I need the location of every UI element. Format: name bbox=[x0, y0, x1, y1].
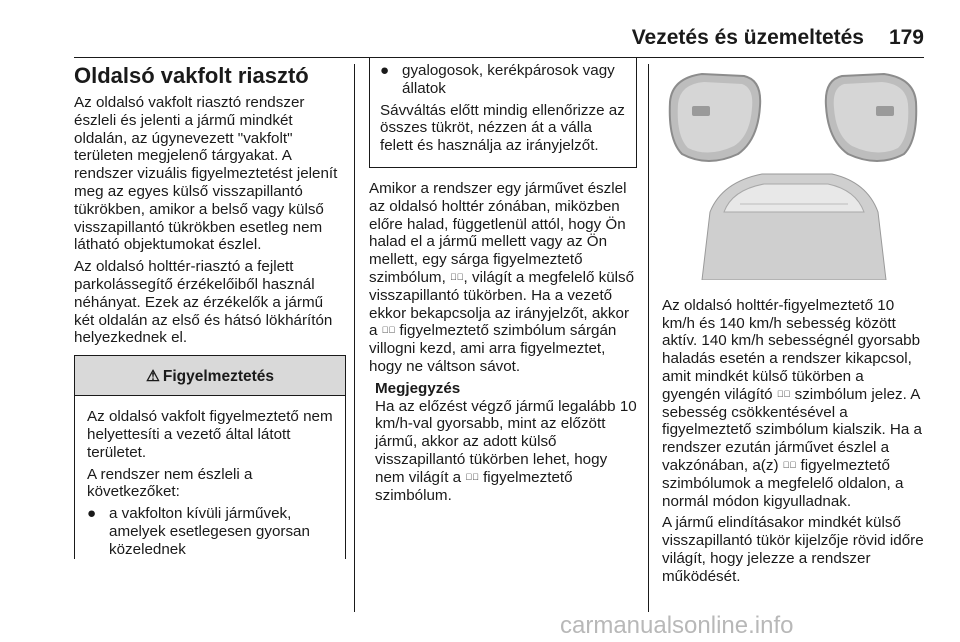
note-block bbox=[369, 380, 637, 505]
warning-paragraph-1: Az oldalsó vakfolt figyelmeztető nem helyettesíti a vezető által látott területet. bbox=[87, 408, 333, 461]
warning-bullet-1 bbox=[87, 505, 333, 558]
note-title: Megjegyzés bbox=[375, 379, 461, 397]
mirror-illustration bbox=[662, 62, 924, 280]
watermark: carmanualsonline.info bbox=[560, 612, 794, 639]
column-divider-left bbox=[354, 64, 355, 612]
intro-paragraph: Az oldalsó vakfolt riasztó rendszer észleli és jelenti a jármű mindkét oldalán, az úgynevezett "vakfolt" területen megjelenő tárgyakat. A rendszer vizuális figyelmeztetést jelenít meg az egyes külső visszapillantó tükrökben, amikor a belső vagy külső visszapillantó tükrökben esetleg nem látható objektumokat észlel. bbox=[74, 94, 338, 254]
warning-box-continued bbox=[369, 58, 637, 168]
warning-bullet-2 bbox=[380, 62, 626, 98]
page-header bbox=[0, 26, 960, 56]
column-1 bbox=[74, 62, 346, 561]
blind-spot-symbol-icon: ⋰⃞ bbox=[782, 459, 797, 470]
startup-paragraph: A jármű elindításakor mindkét külső visszapillantó tükör kijelzője rövid időre világít, hogy jelezze a rendszer működését. bbox=[662, 514, 924, 585]
warning-heading bbox=[75, 356, 345, 396]
warning-heading-text: Figyelmeztetés bbox=[162, 368, 275, 386]
blind-spot-symbol-icon: ⋰⃞ bbox=[465, 471, 479, 482]
column-2 bbox=[369, 62, 637, 508]
blind-spot-symbol-icon: ⋰⃞ bbox=[776, 388, 791, 399]
column-divider-right bbox=[648, 64, 649, 612]
blind-spot-symbol-icon: ⋰⃞ bbox=[450, 271, 464, 282]
sensor-paragraph: Az oldalsó holttér-riasztó a fejlett parkolássegítő érzékelőiből használ néhányat. Ezek az érzékelők a jármű két oldalán az első és hátsó lökhárítón helyezkednek el. bbox=[74, 258, 333, 347]
active-range-paragraph: Az oldalsó holttér-figyelmeztető 10 km/h és 140 km/h sebesség között aktív. 140 km/h sebességnél gyorsabb haladás esetén a rendszer kikapcsol, amit mindkét külső tükörben a gyengén világító ⋰⃞ szimbólum jelez. A sebesség csökkentésével a figyelmeztető szimbólum kialszik. Ha a rendszer ezután járművet észlel a vakzónában, a(z) ⋰⃞ figyelmeztető szimbólumok a megfelelő oldalon, a normál módon kigyulladnak. bbox=[662, 296, 922, 510]
note-text: Ha az előzést végző jármű legalább 10 km/h-val gyorsabb, mint az előzött jármű, akkor az adott külső visszapillantó tükörben lehet, hogy nem világít a ⋰⃞ figyelmeztető szimbólum. bbox=[375, 397, 637, 504]
bullet-icon: ● bbox=[380, 62, 390, 79]
detection-paragraph: Amikor a rendszer egy járművet észlel az oldalsó holttér zónában, miközben előre halad, függetlenül attól, hogy Ön halad el a jármű mellett vagy az Ön mellett, egy sárga figyelmeztető szimbólum, ⋰⃞, világít a megfelelő külső visszapillantó tükörben. Ha a vezető ekkor bekapcsolja az irányjelzőt, akkor a ⋰⃞ figyelmeztető szimbólum sárgán villogni kezd, ami arra figyelmeztet, hogy ne váltson sávot. bbox=[369, 179, 635, 375]
page-number: 179 bbox=[888, 26, 924, 49]
header-title: Vezetés és üzemeltetés bbox=[631, 26, 864, 49]
warning-box bbox=[74, 355, 346, 558]
bullet-text: a vakfolton kívüli járművek, amelyek esetlegesen gyorsan közelednek bbox=[109, 505, 310, 558]
warning-body bbox=[75, 396, 345, 558]
bullet-icon: ● bbox=[87, 505, 97, 523]
column-3 bbox=[662, 62, 924, 590]
warning-triangle-icon: ⚠ bbox=[145, 368, 160, 386]
warning-paragraph-2: A rendszer nem észleli a következőket: bbox=[87, 465, 253, 501]
section-title: Oldalsó vakfolt riasztó bbox=[74, 63, 309, 88]
bullet-text: gyalogosok, kerékpárosok vagy állatok bbox=[402, 62, 615, 97]
blind-spot-symbol-icon: ⋰⃞ bbox=[381, 325, 396, 336]
warning-paragraph-3: Sávváltás előtt mindig ellenőrizze az összes tükröt, nézzen át a válla felett és használja az irányjelzőt. bbox=[380, 101, 625, 155]
